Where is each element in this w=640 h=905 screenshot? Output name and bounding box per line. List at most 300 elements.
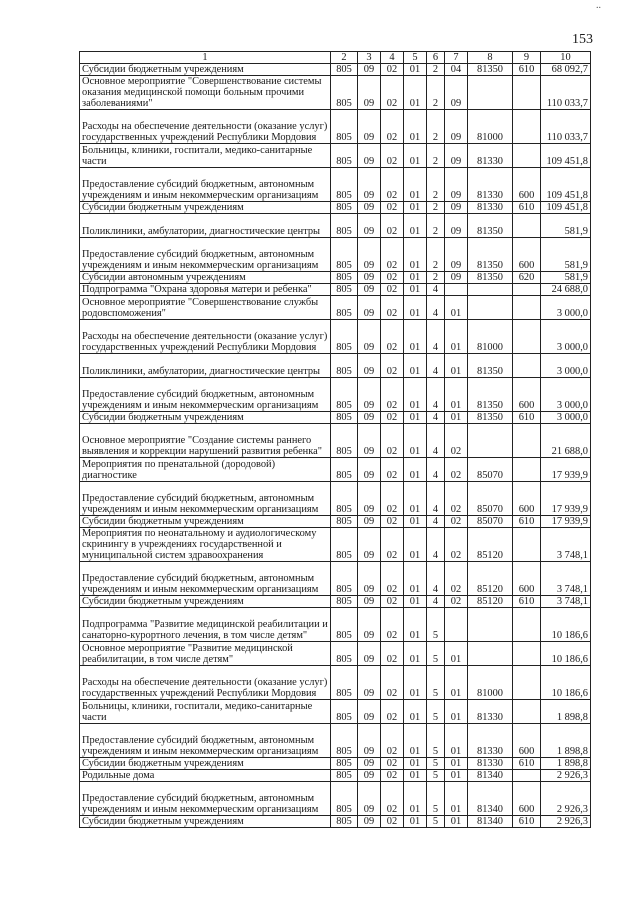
- subprogram-code-cell: 2: [427, 76, 445, 110]
- subsection-code-cell: 02: [381, 782, 404, 816]
- chapter-code-cell: 805: [331, 458, 358, 482]
- program-code-cell: 01: [404, 700, 427, 724]
- subsection-code-cell: 02: [381, 424, 404, 458]
- amount-cell: 10 186,6: [541, 666, 591, 700]
- amount-cell: 110 033,7: [541, 110, 591, 144]
- subsection-code-cell: 02: [381, 320, 404, 354]
- subsection-code-cell: 02: [381, 64, 404, 76]
- name-cell: Предоставление субсидий бюджетным, автономным учреждениям и иным некоммерческим организациям: [80, 562, 331, 596]
- amount-cell: 10 186,6: [541, 608, 591, 642]
- chapter-code-cell: 805: [331, 378, 358, 412]
- section-code-cell: 09: [358, 724, 381, 758]
- chapter-code-cell: 805: [331, 76, 358, 110]
- amount-cell: 3 000,0: [541, 296, 591, 320]
- program-code-cell: 01: [404, 238, 427, 272]
- amount-cell: 581,9: [541, 214, 591, 238]
- chapter-code-cell: 805: [331, 816, 358, 828]
- name-cell: Субсидии бюджетным учреждениям: [80, 412, 331, 424]
- column-header-6: 6: [427, 52, 445, 64]
- direction-code-cell: 81350: [468, 412, 513, 424]
- subprogram-code-cell: 5: [427, 758, 445, 770]
- table-row: [80, 284, 591, 296]
- direction-code-cell: 85120: [468, 596, 513, 608]
- subsection-code-cell: 02: [381, 642, 404, 666]
- event-code-cell: 09: [445, 76, 468, 110]
- table-row: [80, 144, 591, 168]
- subprogram-code-cell: 4: [427, 458, 445, 482]
- table-row: [80, 110, 591, 144]
- column-header-8: 8: [468, 52, 513, 64]
- chapter-code-cell: 805: [331, 284, 358, 296]
- subsection-code-cell: 02: [381, 724, 404, 758]
- amount-cell: 581,9: [541, 238, 591, 272]
- name-cell: Предоставление субсидий бюджетным, автономным учреждениям и иным некоммерческим организациям: [80, 782, 331, 816]
- direction-code-cell: [468, 296, 513, 320]
- amount-cell: 68 092,7: [541, 64, 591, 76]
- program-code-cell: 01: [404, 272, 427, 284]
- amount-cell: 109 451,8: [541, 144, 591, 168]
- event-code-cell: 09: [445, 272, 468, 284]
- chapter-code-cell: 805: [331, 782, 358, 816]
- corner-mark: ..: [596, 0, 601, 11]
- event-code-cell: 09: [445, 168, 468, 202]
- program-code-cell: 01: [404, 642, 427, 666]
- chapter-code-cell: 805: [331, 296, 358, 320]
- program-code-cell: 01: [404, 758, 427, 770]
- program-code-cell: 01: [404, 168, 427, 202]
- direction-code-cell: 85120: [468, 562, 513, 596]
- expense-type-cell: 620: [513, 272, 541, 284]
- amount-cell: 3 000,0: [541, 354, 591, 378]
- direction-code-cell: 81350: [468, 354, 513, 378]
- table-row: [80, 296, 591, 320]
- program-code-cell: 01: [404, 110, 427, 144]
- direction-code-cell: 81350: [468, 378, 513, 412]
- section-code-cell: 09: [358, 700, 381, 724]
- subsection-code-cell: 02: [381, 214, 404, 238]
- name-cell: Основное мероприятие "Совершенствование службы родовспоможения": [80, 296, 331, 320]
- program-code-cell: 01: [404, 144, 427, 168]
- subprogram-code-cell: 4: [427, 378, 445, 412]
- subsection-code-cell: 02: [381, 700, 404, 724]
- subsection-code-cell: 02: [381, 296, 404, 320]
- direction-code-cell: 81350: [468, 64, 513, 76]
- expense-type-cell: [513, 700, 541, 724]
- name-cell: Больницы, клиники, госпитали, медико-санитарные части: [80, 144, 331, 168]
- column-header-7: 7: [445, 52, 468, 64]
- section-code-cell: 09: [358, 272, 381, 284]
- section-code-cell: 09: [358, 214, 381, 238]
- subprogram-code-cell: 2: [427, 272, 445, 284]
- table-row: [80, 64, 591, 76]
- name-cell: Предоставление субсидий бюджетным, автономным учреждениям и иным некоммерческим организациям: [80, 238, 331, 272]
- subsection-code-cell: 02: [381, 528, 404, 562]
- table-row: [80, 202, 591, 214]
- event-code-cell: 09: [445, 144, 468, 168]
- name-cell: Субсидии бюджетным учреждениям: [80, 64, 331, 76]
- direction-code-cell: 81000: [468, 666, 513, 700]
- table-row: [80, 596, 591, 608]
- direction-code-cell: 85070: [468, 458, 513, 482]
- direction-code-cell: 81340: [468, 770, 513, 782]
- expense-type-cell: 610: [513, 412, 541, 424]
- name-cell: Субсидии автономным учреждениям: [80, 272, 331, 284]
- expense-type-cell: 600: [513, 782, 541, 816]
- table-row: [80, 562, 591, 596]
- expense-type-cell: [513, 424, 541, 458]
- column-header-9: 9: [513, 52, 541, 64]
- expense-type-cell: [513, 608, 541, 642]
- event-code-cell: 04: [445, 64, 468, 76]
- table-row: [80, 272, 591, 284]
- event-code-cell: [445, 284, 468, 296]
- direction-code-cell: [468, 424, 513, 458]
- subsection-code-cell: 02: [381, 458, 404, 482]
- event-code-cell: 01: [445, 378, 468, 412]
- table-row: [80, 758, 591, 770]
- amount-cell: 109 451,8: [541, 202, 591, 214]
- amount-cell: 1 898,8: [541, 700, 591, 724]
- subprogram-code-cell: 4: [427, 412, 445, 424]
- name-cell: Подпрограмма "Охрана здоровья матери и ребенка": [80, 284, 331, 296]
- chapter-code-cell: 805: [331, 482, 358, 516]
- subprogram-code-cell: 4: [427, 528, 445, 562]
- amount-cell: 3 000,0: [541, 320, 591, 354]
- direction-code-cell: [468, 608, 513, 642]
- chapter-code-cell: 805: [331, 666, 358, 700]
- name-cell: Расходы на обеспечение деятельности (оказание услуг) государственных учреждений Республики Мордовия: [80, 666, 331, 700]
- chapter-code-cell: 805: [331, 770, 358, 782]
- event-code-cell: 01: [445, 296, 468, 320]
- name-cell: Поликлиники, амбулатории, диагностические центры: [80, 354, 331, 378]
- program-code-cell: 01: [404, 284, 427, 296]
- subprogram-code-cell: 5: [427, 700, 445, 724]
- expense-type-cell: 610: [513, 596, 541, 608]
- amount-cell: 1 898,8: [541, 758, 591, 770]
- expense-type-cell: [513, 214, 541, 238]
- amount-cell: 1 898,8: [541, 724, 591, 758]
- subsection-code-cell: 02: [381, 516, 404, 528]
- section-code-cell: 09: [358, 238, 381, 272]
- subprogram-code-cell: 4: [427, 562, 445, 596]
- table-row: [80, 528, 591, 562]
- subprogram-code-cell: 2: [427, 214, 445, 238]
- amount-cell: 24 688,0: [541, 284, 591, 296]
- amount-cell: 3 000,0: [541, 378, 591, 412]
- direction-code-cell: 85070: [468, 516, 513, 528]
- event-code-cell: 01: [445, 354, 468, 378]
- program-code-cell: 01: [404, 64, 427, 76]
- event-code-cell: 01: [445, 770, 468, 782]
- chapter-code-cell: 805: [331, 354, 358, 378]
- section-code-cell: 09: [358, 110, 381, 144]
- expense-type-cell: [513, 666, 541, 700]
- expense-type-cell: [513, 642, 541, 666]
- amount-cell: 3 000,0: [541, 412, 591, 424]
- direction-code-cell: 85070: [468, 482, 513, 516]
- column-header-2: 2: [331, 52, 358, 64]
- section-code-cell: 09: [358, 144, 381, 168]
- section-code-cell: 09: [358, 320, 381, 354]
- column-header-4: 4: [381, 52, 404, 64]
- program-code-cell: 01: [404, 482, 427, 516]
- name-cell: Основное мероприятие "Совершенствование системы оказания медицинской помощи больным прочими заболеваниями": [80, 76, 331, 110]
- chapter-code-cell: 805: [331, 424, 358, 458]
- name-cell: Мероприятия по неонатальному и аудиологическому скринингу в учреждениях государственной и муниципальной систем здравоохранения: [80, 528, 331, 562]
- table-row: [80, 238, 591, 272]
- table-row: [80, 168, 591, 202]
- direction-code-cell: 81350: [468, 272, 513, 284]
- amount-cell: 17 939,9: [541, 482, 591, 516]
- subprogram-code-cell: 2: [427, 110, 445, 144]
- program-code-cell: 01: [404, 528, 427, 562]
- name-cell: Субсидии бюджетным учреждениям: [80, 202, 331, 214]
- subprogram-code-cell: 4: [427, 296, 445, 320]
- expense-type-cell: [513, 296, 541, 320]
- amount-cell: 10 186,6: [541, 642, 591, 666]
- table-row: [80, 700, 591, 724]
- name-cell: Предоставление субсидий бюджетным, автономным учреждениям и иным некоммерческим организациям: [80, 168, 331, 202]
- event-code-cell: 01: [445, 320, 468, 354]
- name-cell: Предоставление субсидий бюджетным, автономным учреждениям и иным некоммерческим организациям: [80, 378, 331, 412]
- expense-type-cell: [513, 76, 541, 110]
- expense-type-cell: [513, 110, 541, 144]
- program-code-cell: 01: [404, 202, 427, 214]
- chapter-code-cell: 805: [331, 214, 358, 238]
- subsection-code-cell: 02: [381, 666, 404, 700]
- subsection-code-cell: 02: [381, 354, 404, 378]
- section-code-cell: 09: [358, 168, 381, 202]
- expense-type-cell: 600: [513, 482, 541, 516]
- direction-code-cell: [468, 642, 513, 666]
- table-row: [80, 458, 591, 482]
- table-row: [80, 424, 591, 458]
- expense-type-cell: 600: [513, 724, 541, 758]
- section-code-cell: 09: [358, 816, 381, 828]
- chapter-code-cell: 805: [331, 608, 358, 642]
- event-code-cell: [445, 608, 468, 642]
- subsection-code-cell: 02: [381, 596, 404, 608]
- program-code-cell: 01: [404, 424, 427, 458]
- amount-cell: 17 939,9: [541, 516, 591, 528]
- event-code-cell: 01: [445, 642, 468, 666]
- direction-code-cell: 81350: [468, 214, 513, 238]
- name-cell: Субсидии бюджетным учреждениям: [80, 758, 331, 770]
- subprogram-code-cell: 4: [427, 424, 445, 458]
- event-code-cell: 01: [445, 816, 468, 828]
- event-code-cell: 02: [445, 516, 468, 528]
- direction-code-cell: 81000: [468, 320, 513, 354]
- section-code-cell: 09: [358, 284, 381, 296]
- subprogram-code-cell: 5: [427, 782, 445, 816]
- subsection-code-cell: 02: [381, 482, 404, 516]
- header-row: [80, 52, 591, 64]
- table-row: [80, 214, 591, 238]
- table-row: [80, 816, 591, 828]
- section-code-cell: 09: [358, 76, 381, 110]
- direction-code-cell: 81330: [468, 758, 513, 770]
- name-cell: Поликлиники, амбулатории, диагностические центры: [80, 214, 331, 238]
- chapter-code-cell: 805: [331, 562, 358, 596]
- direction-code-cell: 81350: [468, 238, 513, 272]
- program-code-cell: 01: [404, 458, 427, 482]
- section-code-cell: 09: [358, 528, 381, 562]
- event-code-cell: 01: [445, 758, 468, 770]
- subsection-code-cell: 02: [381, 412, 404, 424]
- event-code-cell: 02: [445, 528, 468, 562]
- event-code-cell: 01: [445, 666, 468, 700]
- subprogram-code-cell: 4: [427, 482, 445, 516]
- subprogram-code-cell: 5: [427, 816, 445, 828]
- chapter-code-cell: 805: [331, 202, 358, 214]
- subsection-code-cell: 02: [381, 76, 404, 110]
- expense-type-cell: [513, 320, 541, 354]
- section-code-cell: 09: [358, 412, 381, 424]
- event-code-cell: 01: [445, 700, 468, 724]
- direction-code-cell: 81330: [468, 168, 513, 202]
- table-row: [80, 516, 591, 528]
- chapter-code-cell: 805: [331, 168, 358, 202]
- section-code-cell: 09: [358, 642, 381, 666]
- table-row: [80, 482, 591, 516]
- program-code-cell: 01: [404, 562, 427, 596]
- expense-type-cell: [513, 528, 541, 562]
- subsection-code-cell: 02: [381, 284, 404, 296]
- direction-code-cell: 85120: [468, 528, 513, 562]
- table-row: [80, 642, 591, 666]
- subprogram-code-cell: 2: [427, 144, 445, 168]
- name-cell: Основное мероприятие "Развитие медицинской реабилитации, в том числе детям": [80, 642, 331, 666]
- program-code-cell: 01: [404, 214, 427, 238]
- name-cell: Больницы, клиники, госпитали, медико-санитарные части: [80, 700, 331, 724]
- amount-cell: 3 748,1: [541, 596, 591, 608]
- amount-cell: 21 688,0: [541, 424, 591, 458]
- expense-type-cell: [513, 458, 541, 482]
- subsection-code-cell: 02: [381, 758, 404, 770]
- name-cell: Родильные дома: [80, 770, 331, 782]
- chapter-code-cell: 805: [331, 758, 358, 770]
- event-code-cell: 01: [445, 412, 468, 424]
- program-code-cell: 01: [404, 596, 427, 608]
- subprogram-code-cell: 4: [427, 354, 445, 378]
- direction-code-cell: 81330: [468, 202, 513, 214]
- program-code-cell: 01: [404, 608, 427, 642]
- subprogram-code-cell: 4: [427, 516, 445, 528]
- section-code-cell: 09: [358, 782, 381, 816]
- event-code-cell: 09: [445, 214, 468, 238]
- event-code-cell: 09: [445, 238, 468, 272]
- amount-cell: 2 926,3: [541, 770, 591, 782]
- table-row: [80, 320, 591, 354]
- direction-code-cell: [468, 76, 513, 110]
- subprogram-code-cell: 4: [427, 320, 445, 354]
- chapter-code-cell: 805: [331, 64, 358, 76]
- chapter-code-cell: 805: [331, 700, 358, 724]
- name-cell: Субсидии бюджетным учреждениям: [80, 596, 331, 608]
- section-code-cell: 09: [358, 296, 381, 320]
- subprogram-code-cell: 2: [427, 202, 445, 214]
- event-code-cell: 01: [445, 782, 468, 816]
- subprogram-code-cell: 5: [427, 724, 445, 758]
- direction-code-cell: 81000: [468, 110, 513, 144]
- direction-code-cell: [468, 284, 513, 296]
- amount-cell: 3 748,1: [541, 528, 591, 562]
- subsection-code-cell: 02: [381, 816, 404, 828]
- subprogram-code-cell: 5: [427, 666, 445, 700]
- chapter-code-cell: 805: [331, 724, 358, 758]
- expense-type-cell: [513, 284, 541, 296]
- chapter-code-cell: 805: [331, 596, 358, 608]
- table-row: [80, 724, 591, 758]
- amount-cell: 3 748,1: [541, 562, 591, 596]
- section-code-cell: 09: [358, 562, 381, 596]
- expense-type-cell: [513, 354, 541, 378]
- event-code-cell: 02: [445, 482, 468, 516]
- program-code-cell: 01: [404, 354, 427, 378]
- event-code-cell: 02: [445, 424, 468, 458]
- table-row: [80, 412, 591, 424]
- subsection-code-cell: 02: [381, 562, 404, 596]
- subprogram-code-cell: 4: [427, 596, 445, 608]
- section-code-cell: 09: [358, 354, 381, 378]
- program-code-cell: 01: [404, 296, 427, 320]
- subsection-code-cell: 02: [381, 238, 404, 272]
- subsection-code-cell: 02: [381, 110, 404, 144]
- chapter-code-cell: 805: [331, 320, 358, 354]
- table-row: [80, 608, 591, 642]
- section-code-cell: 09: [358, 758, 381, 770]
- direction-code-cell: 81340: [468, 782, 513, 816]
- amount-cell: 110 033,7: [541, 76, 591, 110]
- program-code-cell: 01: [404, 412, 427, 424]
- chapter-code-cell: 805: [331, 144, 358, 168]
- section-code-cell: 09: [358, 608, 381, 642]
- chapter-code-cell: 805: [331, 110, 358, 144]
- expense-type-cell: 610: [513, 64, 541, 76]
- section-code-cell: 09: [358, 64, 381, 76]
- chapter-code-cell: 805: [331, 516, 358, 528]
- section-code-cell: 09: [358, 516, 381, 528]
- table-row: [80, 354, 591, 378]
- amount-cell: 2 926,3: [541, 782, 591, 816]
- column-header-1: 1: [80, 52, 331, 64]
- expense-type-cell: 610: [513, 202, 541, 214]
- direction-code-cell: 81340: [468, 816, 513, 828]
- name-cell: Основное мероприятие "Создание системы раннего выявления и коррекции нарушений развития ребенка": [80, 424, 331, 458]
- subprogram-code-cell: 2: [427, 64, 445, 76]
- table-row: [80, 76, 591, 110]
- chapter-code-cell: 805: [331, 642, 358, 666]
- column-header-3: 3: [358, 52, 381, 64]
- program-code-cell: 01: [404, 516, 427, 528]
- event-code-cell: 02: [445, 562, 468, 596]
- table-row: [80, 770, 591, 782]
- subsection-code-cell: 02: [381, 770, 404, 782]
- section-code-cell: 09: [358, 596, 381, 608]
- section-code-cell: 09: [358, 666, 381, 700]
- name-cell: Предоставление субсидий бюджетным, автономным учреждениям и иным некоммерческим организациям: [80, 724, 331, 758]
- expense-type-cell: 600: [513, 562, 541, 596]
- program-code-cell: 01: [404, 378, 427, 412]
- column-header-5: 5: [404, 52, 427, 64]
- name-cell: Субсидии бюджетным учреждениям: [80, 816, 331, 828]
- amount-cell: 17 939,9: [541, 458, 591, 482]
- direction-code-cell: 81330: [468, 700, 513, 724]
- section-code-cell: 09: [358, 770, 381, 782]
- subprogram-code-cell: 5: [427, 642, 445, 666]
- subprogram-code-cell: 5: [427, 770, 445, 782]
- subprogram-code-cell: 4: [427, 284, 445, 296]
